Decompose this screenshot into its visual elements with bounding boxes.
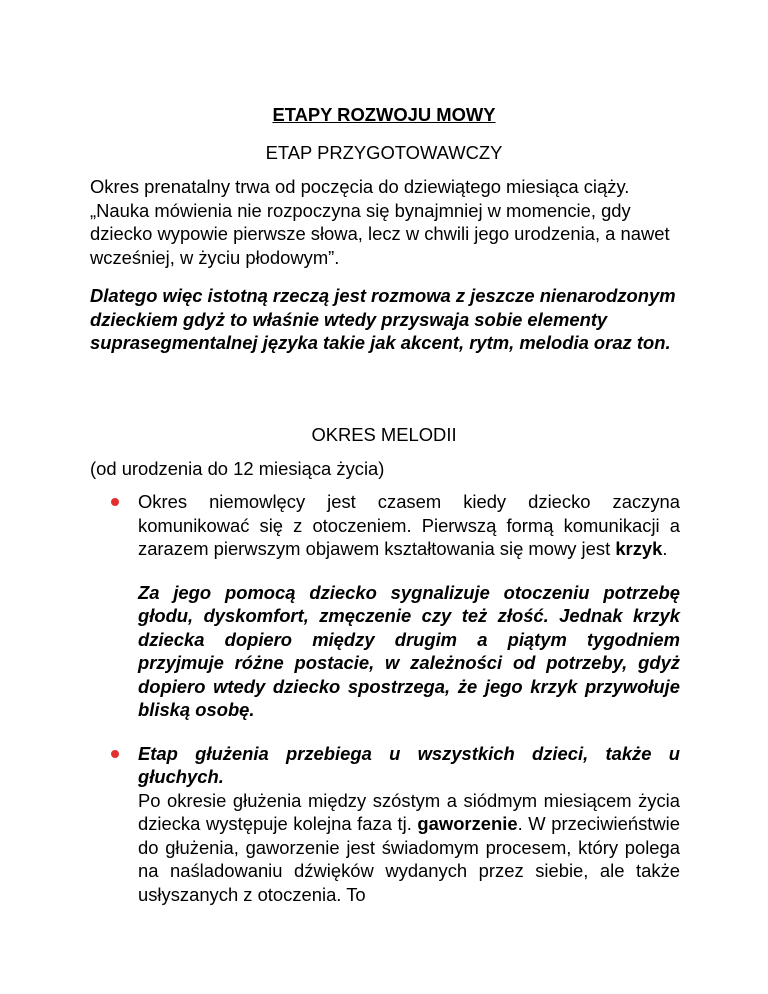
bullet-note: Za jego pomocą dziecko sygnalizuje otoczeniu potrzebę głodu, dyskomfort, zmęczenie czy też złość. Jednak krzyk dziecka dopiero między drugim a piątym tygodniem przyjmuje różne postacie, w zależności od potrzeby, gdyż dopiero wtedy dziecko spostrzega, że jego krzyk przywołuje bliską osobę.	[138, 581, 680, 720]
intro-paragraph: Okres prenatalny trwa od poczęcia do dziewiątego miesiąca ciąży. „Nauka mówienia nie rozpoczyna się bynajmniej w momencie, gdy dziecko wypowie pierwsze słowa, lecz w chwili jego urodzenia, a nawet wcześniej, w życiu płodowym”.	[90, 176, 670, 268]
bullet-dot-icon	[111, 498, 119, 506]
list-item	[90, 490, 680, 722]
section-title: OKRES MELODII	[311, 424, 457, 445]
list-item	[90, 742, 680, 907]
bullet-body: Po okresie głużenia między szóstym a siódmym miesiącem życia dziecka występuje kolejna faza tj.	[138, 789, 680, 834]
bullet-text	[138, 490, 680, 561]
document-title: ETAPY ROZWOJU MOWY	[272, 104, 496, 125]
bullet-text	[138, 789, 680, 907]
bold-term: krzyk	[615, 538, 663, 559]
emphasis-paragraph: Dlatego więc istotną rzeczą jest rozmowa z jeszcze nienarodzonym dzieckiem gdyż to właśnie wtedy przyswaja sobie elementy suprasegmentalnej języka takie jak akcent, rytm, melodia oraz ton.	[90, 285, 676, 353]
document-subtitle: ETAP PRZYGOTOWAWCZY	[265, 142, 503, 163]
bullet-body: Okres niemowlęcy jest czasem kiedy dziecko zaczyna komunikować się z otoczeniem. Pierwszą formą komunikacji a zarazem pierwszym objawem kształtowania się mowy jest	[138, 491, 680, 559]
bullet-list	[90, 490, 680, 906]
bullet-end: .	[662, 538, 668, 559]
bullet-continuation: . W przeciwieństwie do głużenia, gaworzenie jest świadomym procesem, który polega na naśladowaniu dźwięków wydanych przez siebie, ale także usłyszanych z otoczenia. To	[138, 813, 680, 905]
bold-term: gaworzenie	[417, 813, 518, 834]
section-subtitle: (od urodzenia do 12 miesiąca życia)	[90, 458, 385, 479]
bullet-lead: Etap głużenia przebiega u wszystkich dzieci, także u głuchych.	[138, 742, 680, 787]
bullet-dot-icon	[111, 750, 119, 758]
